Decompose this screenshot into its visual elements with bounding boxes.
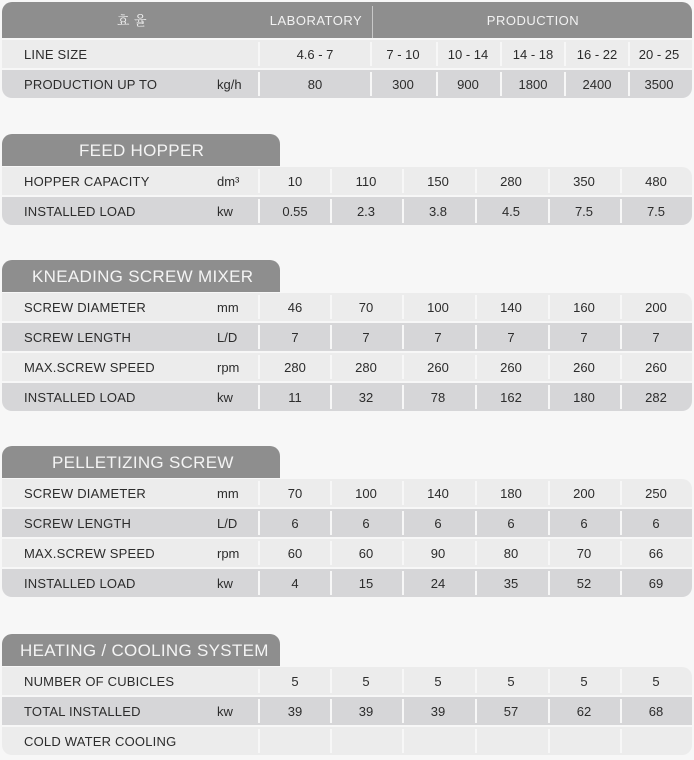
cell-divider <box>330 481 332 505</box>
row-unit: dm³ <box>217 174 240 189</box>
cell-value: 10 - 14 <box>447 47 489 62</box>
cell-value: 69 <box>648 576 664 591</box>
cell-divider <box>620 481 622 505</box>
cell-value: 7 <box>652 330 660 345</box>
cell-value: 260 <box>500 360 522 375</box>
row-label: SCREW LENGTH <box>24 330 132 345</box>
cell-divider <box>258 385 260 409</box>
cell-divider <box>620 669 622 693</box>
cell-value: 39 <box>358 704 374 719</box>
row-label: SCREW DIAMETER <box>24 300 146 315</box>
efficiency-label: 효 율 <box>116 13 148 28</box>
cell-divider <box>330 511 332 535</box>
row-unit: rpm <box>217 360 240 375</box>
cell-value: 5 <box>580 674 588 689</box>
cell-divider <box>402 571 404 595</box>
cell-divider <box>258 295 260 319</box>
table-row <box>2 479 692 507</box>
cell-divider <box>370 42 372 66</box>
cell-divider <box>475 325 477 349</box>
cell-divider <box>330 199 332 223</box>
section-title: KNEADING SCREW MIXER <box>32 267 254 286</box>
section-title: FEED HOPPER <box>79 141 205 160</box>
table-row <box>2 509 692 537</box>
cell-value: 100 <box>355 486 377 501</box>
cell-divider <box>330 295 332 319</box>
production-label: PRODUCTION <box>486 13 580 28</box>
row-unit: kw <box>217 204 233 219</box>
cell-divider <box>402 385 404 409</box>
row-unit: L/D <box>217 516 238 531</box>
cell-value: 160 <box>573 300 595 315</box>
cell-value: 6 <box>291 516 299 531</box>
cell-divider <box>475 295 477 319</box>
cell-value: 68 <box>648 704 664 719</box>
cell-divider <box>620 385 622 409</box>
cell-divider <box>258 669 260 693</box>
cell-value: 5 <box>434 674 442 689</box>
cell-value: 46 <box>287 300 303 315</box>
cell-value: 280 <box>500 174 522 189</box>
cell-divider <box>330 669 332 693</box>
row-label: INSTALLED LOAD <box>24 390 136 405</box>
row-label: COLD WATER COOLING <box>24 734 177 749</box>
table-row <box>2 353 692 381</box>
cell-divider <box>258 325 260 349</box>
cell-divider <box>402 729 404 753</box>
cell-divider <box>402 511 404 535</box>
cell-value: 140 <box>500 300 522 315</box>
cell-value: 70 <box>358 300 374 315</box>
cell-value: 6 <box>434 516 442 531</box>
cell-value: 280 <box>355 360 377 375</box>
cell-divider <box>475 355 477 379</box>
cell-value: 62 <box>576 704 592 719</box>
cell-divider <box>548 511 550 535</box>
cell-divider <box>258 355 260 379</box>
cell-divider <box>475 669 477 693</box>
cell-divider <box>402 325 404 349</box>
cell-divider <box>475 541 477 565</box>
cell-value: 150 <box>427 174 449 189</box>
cell-value: 3.8 <box>428 204 448 219</box>
cell-value: 35 <box>503 576 519 591</box>
cell-divider <box>330 729 332 753</box>
cell-divider <box>330 385 332 409</box>
table-row <box>2 727 692 755</box>
cell-value: 0.55 <box>282 204 308 219</box>
cell-value: 5 <box>652 674 660 689</box>
row-unit: kg/h <box>217 77 242 92</box>
row-label: SCREW DIAMETER <box>24 486 146 501</box>
cell-divider <box>548 669 550 693</box>
table-row <box>2 323 692 351</box>
cell-divider <box>258 481 260 505</box>
cell-value: 39 <box>430 704 446 719</box>
cell-divider <box>620 511 622 535</box>
cell-divider <box>548 295 550 319</box>
laboratory-label: LABORATORY <box>269 13 363 28</box>
cell-value: 5 <box>291 674 299 689</box>
cell-divider <box>258 571 260 595</box>
cell-value: 100 <box>427 300 449 315</box>
cell-divider <box>330 571 332 595</box>
cell-divider <box>330 325 332 349</box>
row-label: MAX.SCREW SPEED <box>24 546 155 561</box>
cell-divider <box>258 541 260 565</box>
cell-value: 200 <box>645 300 667 315</box>
cell-divider <box>548 481 550 505</box>
cell-divider <box>330 169 332 193</box>
cell-value: 60 <box>358 546 374 561</box>
cell-divider <box>370 72 372 96</box>
cell-divider <box>475 481 477 505</box>
cell-divider <box>564 72 566 96</box>
cell-value: 20 - 25 <box>638 47 680 62</box>
cell-value: 24 <box>430 576 446 591</box>
cell-divider <box>620 295 622 319</box>
header-divider <box>372 6 373 38</box>
cell-value: 52 <box>576 576 592 591</box>
cell-value: 7.5 <box>574 204 594 219</box>
cell-value: 5 <box>507 674 515 689</box>
cell-divider <box>548 355 550 379</box>
cell-divider <box>258 42 260 66</box>
row-label: LINE SIZE <box>24 47 88 62</box>
cell-divider <box>548 325 550 349</box>
cell-value: 140 <box>427 486 449 501</box>
row-unit: rpm <box>217 546 240 561</box>
cell-value: 10 <box>287 174 303 189</box>
table-row <box>2 539 692 567</box>
row-label: HOPPER CAPACITY <box>24 174 150 189</box>
cell-value: 7 <box>434 330 442 345</box>
table-row <box>2 697 692 725</box>
cell-divider <box>548 169 550 193</box>
cell-value: 480 <box>645 174 667 189</box>
cell-divider <box>402 481 404 505</box>
cell-divider <box>402 199 404 223</box>
cell-divider <box>620 325 622 349</box>
cell-divider <box>475 385 477 409</box>
row-label: INSTALLED LOAD <box>24 576 136 591</box>
cell-value: 2.3 <box>356 204 376 219</box>
cell-value: 15 <box>358 576 374 591</box>
cell-value: 6 <box>362 516 370 531</box>
cell-divider <box>548 729 550 753</box>
cell-divider <box>258 72 260 96</box>
cell-divider <box>548 385 550 409</box>
cell-divider <box>330 541 332 565</box>
cell-value: 7 <box>362 330 370 345</box>
cell-divider <box>548 699 550 723</box>
section-tab <box>2 634 280 666</box>
cell-divider <box>500 72 502 96</box>
cell-value: 80 <box>503 546 519 561</box>
row-unit: L/D <box>217 330 238 345</box>
cell-divider <box>620 355 622 379</box>
cell-divider <box>402 699 404 723</box>
cell-divider <box>548 571 550 595</box>
table-row <box>2 197 692 225</box>
cell-value: 300 <box>392 77 414 92</box>
cell-divider <box>258 199 260 223</box>
cell-value: 32 <box>358 390 374 405</box>
cell-value: 6 <box>580 516 588 531</box>
lab-value: 80 <box>307 77 323 92</box>
row-label: SCREW LENGTH <box>24 516 132 531</box>
cell-divider <box>620 169 622 193</box>
cell-divider <box>564 42 566 66</box>
row-unit: mm <box>217 300 239 315</box>
cell-divider <box>402 541 404 565</box>
cell-value: 39 <box>287 704 303 719</box>
cell-value: 5 <box>362 674 370 689</box>
cell-divider <box>475 199 477 223</box>
section-title: PELLETIZING SCREW <box>52 453 234 472</box>
cell-value: 180 <box>573 390 595 405</box>
section-tab <box>2 446 280 478</box>
cell-value: 200 <box>573 486 595 501</box>
cell-value: 11 <box>288 390 302 405</box>
lab-value: 4.6 - 7 <box>296 47 334 62</box>
cell-value: 180 <box>500 486 522 501</box>
cell-divider <box>402 169 404 193</box>
cell-divider <box>258 511 260 535</box>
cell-value: 7 <box>507 330 515 345</box>
cell-value: 14 - 18 <box>512 47 554 62</box>
cell-value: 66 <box>648 546 664 561</box>
table-row <box>2 167 692 195</box>
cell-divider <box>500 42 502 66</box>
cell-value: 4.5 <box>501 204 521 219</box>
table-row <box>2 383 692 411</box>
cell-value: 4 <box>291 576 299 591</box>
cell-divider <box>330 355 332 379</box>
row-unit: kw <box>217 704 233 719</box>
cell-divider <box>620 699 622 723</box>
row-label: TOTAL INSTALLED <box>24 704 141 719</box>
cell-value: 7.5 <box>646 204 666 219</box>
cell-divider <box>258 729 260 753</box>
cell-value: 70 <box>576 546 592 561</box>
performance-header <box>2 2 692 38</box>
section-tab <box>2 134 280 166</box>
row-unit: kw <box>217 576 233 591</box>
cell-divider <box>402 295 404 319</box>
cell-value: 260 <box>573 360 595 375</box>
cell-divider <box>402 669 404 693</box>
cell-divider <box>402 355 404 379</box>
cell-value: 260 <box>427 360 449 375</box>
cell-value: 60 <box>287 546 303 561</box>
cell-divider <box>548 541 550 565</box>
cell-value: 110 <box>355 174 377 189</box>
cell-value: 6 <box>507 516 515 531</box>
section-tab <box>2 260 280 292</box>
cell-divider <box>258 169 260 193</box>
cell-value: 2400 <box>582 77 612 92</box>
cell-value: 3500 <box>644 77 674 92</box>
cell-value: 57 <box>503 704 519 719</box>
cell-value: 250 <box>645 486 667 501</box>
cell-value: 280 <box>284 360 306 375</box>
cell-value: 1800 <box>518 77 548 92</box>
cell-value: 260 <box>645 360 667 375</box>
cell-divider <box>330 699 332 723</box>
cell-value: 900 <box>457 77 479 92</box>
cell-value: 7 <box>580 330 588 345</box>
cell-divider <box>475 729 477 753</box>
cell-value: 7 - 10 <box>386 47 420 62</box>
table-row <box>2 70 692 98</box>
cell-value: 282 <box>645 390 667 405</box>
cell-value: 6 <box>652 516 660 531</box>
cell-value: 90 <box>430 546 446 561</box>
row-label: INSTALLED LOAD <box>24 204 136 219</box>
cell-value: 78 <box>430 390 446 405</box>
table-row <box>2 293 692 321</box>
cell-divider <box>620 199 622 223</box>
table-row <box>2 667 692 695</box>
table-row <box>2 569 692 597</box>
cell-divider <box>620 729 622 753</box>
cell-divider <box>475 169 477 193</box>
cell-divider <box>475 699 477 723</box>
row-label: MAX.SCREW SPEED <box>24 360 155 375</box>
row-label: PRODUCTION UP TO <box>24 77 158 92</box>
section-title: HEATING / COOLING SYSTEM <box>20 641 269 660</box>
cell-divider <box>258 699 260 723</box>
row-unit: kw <box>217 390 233 405</box>
cell-divider <box>475 571 477 595</box>
cell-value: 162 <box>500 390 522 405</box>
row-label: NUMBER OF CUBICLES <box>24 674 175 689</box>
row-unit: mm <box>217 486 239 501</box>
cell-divider <box>548 199 550 223</box>
cell-divider <box>620 541 622 565</box>
cell-divider <box>475 511 477 535</box>
cell-value: 350 <box>573 174 595 189</box>
cell-value: 16 - 22 <box>576 47 618 62</box>
cell-value: 70 <box>287 486 303 501</box>
table-row <box>2 40 692 68</box>
cell-value: 7 <box>291 330 299 345</box>
cell-divider <box>620 571 622 595</box>
